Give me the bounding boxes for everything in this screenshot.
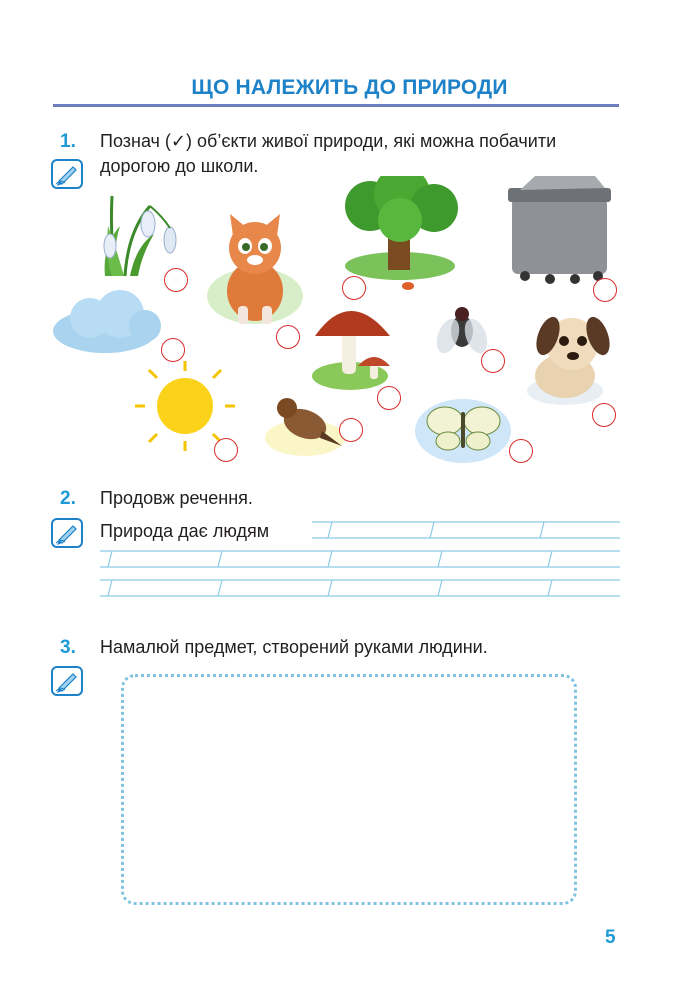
pencil-icon [51,518,83,548]
check-circle-sparrow[interactable] [339,418,363,442]
mushrooms-picture [312,311,390,390]
pencil-icon [51,666,83,696]
check-circle-kitten[interactable] [276,325,300,349]
page-title: ЩО НАЛЕЖИТЬ ДО ПРИРОДИ [191,76,508,99]
task-2-prompt: Природа дає людям [100,521,270,541]
check-circle-garbage-container[interactable] [593,278,617,302]
task-1-pictures [50,176,625,474]
task-1-number: 1. [60,131,76,152]
cloud-picture [53,290,161,353]
snowdrop-picture [104,196,176,276]
drawing-area[interactable] [121,674,577,905]
kitten-picture [207,214,303,324]
fly-picture [432,307,491,356]
check-circle-sun[interactable] [214,438,238,462]
check-circle-cloud[interactable] [161,338,185,362]
check-circle-puppy[interactable] [592,403,616,427]
sun-picture [135,361,235,451]
tree-picture [345,176,458,290]
garbage-container-picture [508,176,611,284]
task-3-number: 3. [60,637,76,658]
puppy-picture [527,314,614,405]
check-circle-butterfly[interactable] [509,439,533,463]
page-number: 5 [605,927,616,948]
check-circle-snowdrop[interactable] [164,268,188,292]
task-1-text [100,129,625,179]
task-3-text: Намалюй предмет, створений руками людини. [100,637,488,657]
butterfly-picture [415,399,511,463]
check-circle-fly[interactable] [481,349,505,373]
check-circle-mushrooms[interactable] [377,386,401,410]
check-circle-tree[interactable] [342,276,366,300]
writing-lines[interactable] [100,514,622,606]
task-2-number: 2. [60,488,76,509]
task-2-text: Продовж речення. [100,488,253,508]
task-1-line-2: дорогою до школи. [100,156,259,176]
title-underline [53,104,619,107]
task-1-line-1: Познач (✓) об’єкти живої природи, які можна побачити [100,131,557,151]
sparrow-picture [265,398,345,456]
